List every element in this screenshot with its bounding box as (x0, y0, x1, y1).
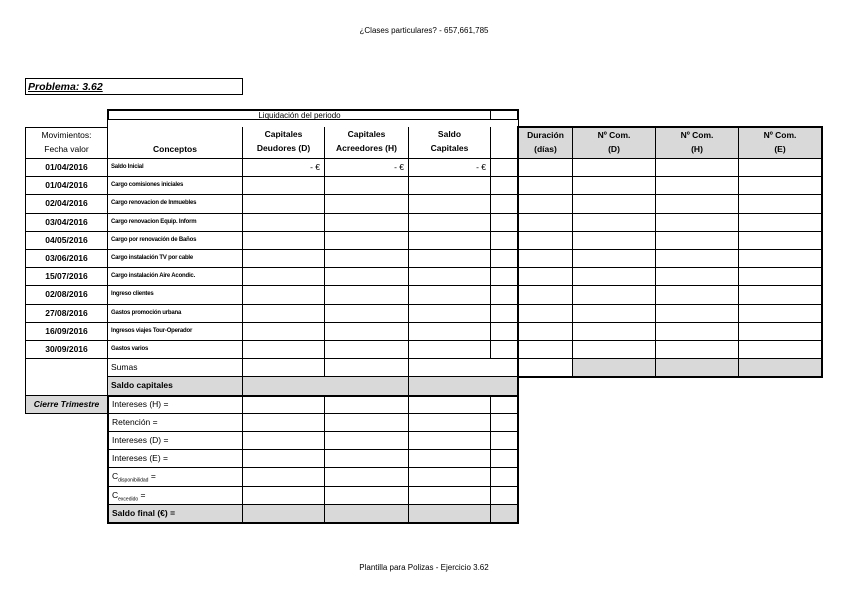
header-duracion-top: Duración (527, 130, 564, 140)
outline-closing (107, 395, 519, 524)
header-saldo-bottom: Capitales (430, 143, 469, 153)
row-date: 03/04/2016 (25, 214, 108, 232)
row-deudores: - € (243, 159, 325, 177)
c_exc-eq: = (138, 489, 146, 500)
page-footer: Plantilla para Polizas - Ejercicio 3.62 (359, 563, 489, 572)
row-concept: Gastos promoción urbana (108, 305, 243, 323)
header-ncom-d-bottom: (D) (608, 144, 620, 154)
closing-intereses_h: Intereses (H) = (108, 396, 243, 414)
header-conceptos-bottom: Conceptos (153, 144, 197, 154)
sumas-date-blank (25, 359, 108, 395)
row-date: 16/09/2016 (25, 323, 108, 341)
row-date: 01/04/2016 (25, 177, 108, 195)
row-concept: Cargo comisiones iniciales (108, 177, 243, 195)
row-date: 30/09/2016 (25, 341, 108, 359)
outline-main (107, 109, 519, 397)
row-concept: Gastos varios (108, 341, 243, 359)
page-header: ¿Clases particulares? - 657,661,785 (359, 26, 489, 35)
row-concept: Cargo renovacion de Inmuebles (108, 195, 243, 213)
row-date: 04/05/2016 (25, 232, 108, 250)
row-concept: Ingreso clientes (108, 286, 243, 304)
closing-saldo_final: Saldo final (€) = (108, 505, 243, 523)
header-acreedores-top: Capitales (347, 129, 386, 139)
row-date: 02/08/2016 (25, 286, 108, 304)
row-concept: Cargo por renovación de Baños (108, 232, 243, 250)
c_exc-sub: excedido (118, 496, 139, 503)
row-date: 03/06/2016 (25, 250, 108, 268)
header-saldo-top: Saldo (437, 129, 462, 139)
closing-intereses_e: Intereses (E) = (108, 450, 243, 468)
cierre-trimestre: Cierre Trimestre (25, 396, 108, 414)
header-ncom-h-top: Nº Com. (680, 130, 714, 140)
c_disp-sub: disponibilidad (118, 478, 149, 485)
row-concept: Cargo renovacion Equip. Inform (108, 214, 243, 232)
c_disp-main: C (112, 471, 119, 482)
row-date: 01/04/2016 (25, 159, 108, 177)
row-acreedores: - € (325, 159, 409, 177)
sumas-label: Sumas (108, 359, 243, 377)
header-duracion-bottom: (días) (534, 144, 557, 154)
closing-intereses_d: Intereses (D) = (108, 432, 243, 450)
header-movimientos (25, 127, 108, 159)
row-concept: Saldo Inicial (108, 159, 243, 177)
row-date: 27/08/2016 (25, 305, 108, 323)
outline-calc (517, 126, 823, 378)
saldo-capitales-label: Saldo capitales (108, 377, 243, 395)
header-ncom-e-bottom: (E) (774, 144, 786, 154)
row-concept: Cargo instalación Aire Acondic. (108, 268, 243, 286)
row-saldo: - € (409, 159, 491, 177)
closing-retencion: Retención = (108, 414, 243, 432)
header-ncom-h-bottom: (H) (691, 144, 703, 154)
header-deudores-bottom: Deudores (D) (256, 143, 311, 153)
row-concept: Ingresos viajes Tour-Operador (108, 323, 243, 341)
header-ncom-e-top: Nº Com. (763, 130, 797, 140)
header-deudores-top: Capitales (264, 129, 303, 139)
c_disp-eq: = (148, 471, 156, 482)
header-ncom-d-top: Nº Com. (597, 130, 631, 140)
row-date: 15/07/2016 (25, 268, 108, 286)
row-date: 02/04/2016 (25, 195, 108, 213)
c_exc-main: C (112, 489, 119, 500)
table-title: Liquidación del periodo (108, 110, 491, 120)
row-concept: Cargo instalación TV por cable (108, 250, 243, 268)
header-movimientos-top: Movimientos: (41, 130, 92, 140)
header-movimientos-bottom: Fecha valor (44, 144, 89, 154)
problem-title: Problema: 3.62 (25, 78, 243, 95)
header-acreedores-bottom: Acreedores (H) (336, 143, 397, 153)
